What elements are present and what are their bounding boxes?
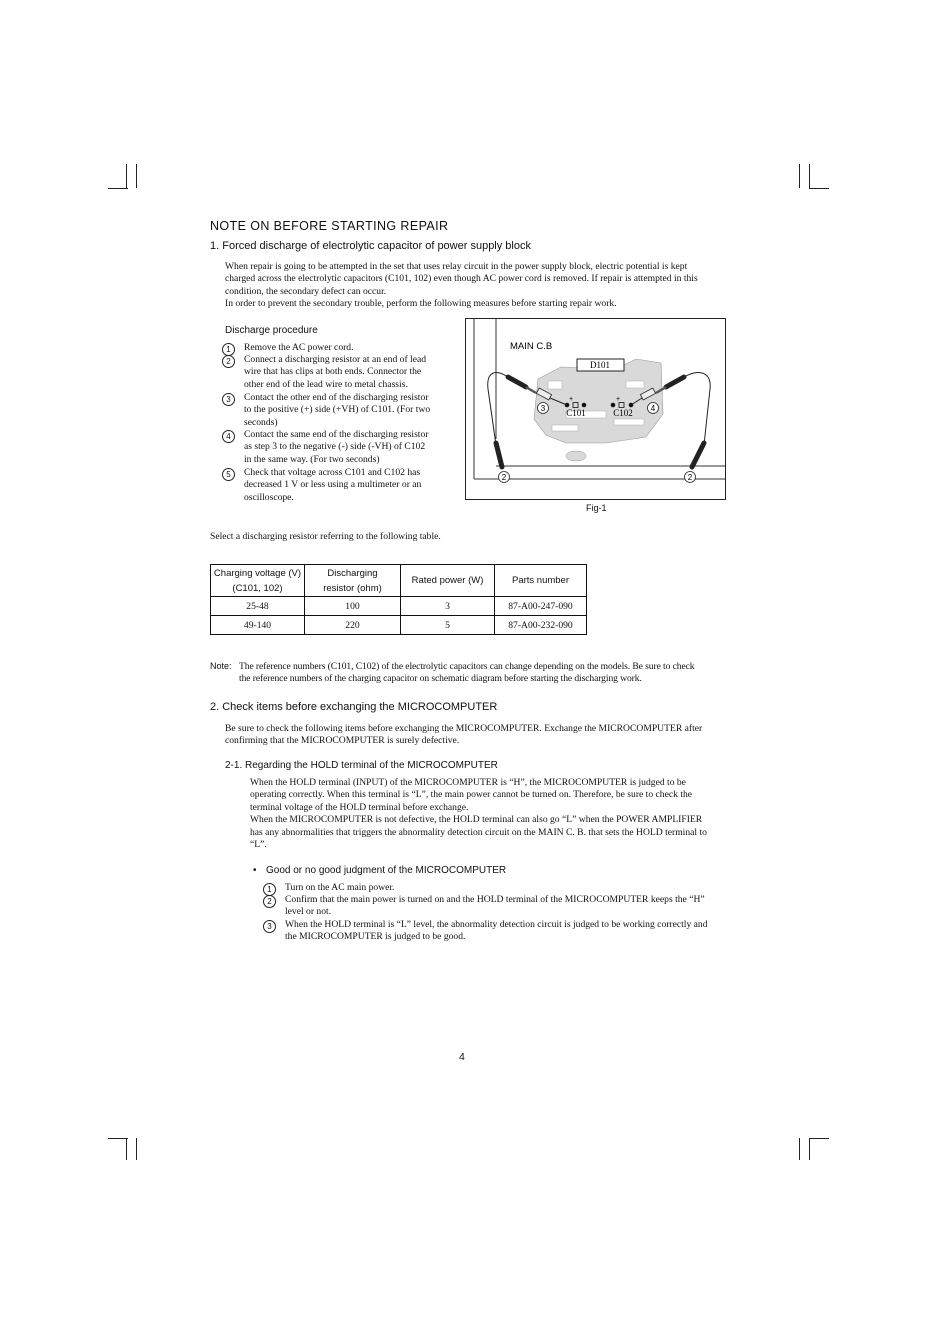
- resistor-table: [210, 564, 587, 635]
- marker-2-right: 2: [687, 473, 693, 482]
- header-cell: [305, 565, 401, 597]
- step-text: as step 3 to the negative (-) side (-VH) of C102: [244, 441, 426, 453]
- text-line: When the HOLD terminal (INPUT) of the MICROCOMPUTER is “H”, the MICROCOMPUTER is judged to be: [250, 777, 686, 788]
- step-text: to the positive (+) side (+VH) of C101. (For two: [244, 404, 431, 416]
- step-number: 3: [222, 393, 235, 406]
- procedure-title: Discharge procedure: [225, 325, 318, 336]
- step-text: Remove the AC power cord.: [244, 342, 354, 353]
- text-line: terminal voltage of the HOLD terminal before exchange.: [250, 801, 469, 813]
- text-line: “L”.: [250, 839, 267, 851]
- note-label: Note:: [210, 661, 232, 671]
- table-row: [211, 597, 587, 616]
- section-1-intro: [225, 261, 735, 311]
- step-number: 2: [263, 895, 276, 908]
- section-2-heading: 2. Check items before exchanging the MICROCOMPUTER: [210, 701, 498, 713]
- step-number: 1: [222, 343, 235, 356]
- step-text: in the same way. (For two seconds): [244, 453, 380, 465]
- bullet-mark: •: [253, 865, 257, 876]
- step-text: level or not.: [285, 906, 332, 918]
- header-cell: [401, 565, 495, 597]
- header-line: Charging voltage (V): [213, 567, 302, 579]
- text-line: When the MICROCOMPUTER is not defective, the HOLD terminal can also go “L” when the POWER AMPLIFIER: [250, 814, 703, 826]
- step-text: seconds): [244, 416, 278, 428]
- plus-sign-c101: +: [568, 396, 574, 403]
- table-cell: 87-A00-232-090: [495, 616, 587, 635]
- plus-sign-c102: +: [615, 396, 621, 403]
- discharge-diagram: [466, 319, 725, 499]
- figure-caption: Fig-1: [586, 503, 607, 513]
- step-text: decreased 1 V or less using a multimeter or an: [244, 479, 422, 491]
- step-text: When the HOLD terminal is “L” level, the abnormality detection circuit is judged to be working correctly and: [285, 919, 708, 930]
- step-text: wire that has clips at both ends. Connector the: [244, 366, 422, 378]
- note-line: the reference numbers of the charging capacitor on schematic diagram before starting the discharging work.: [239, 673, 642, 685]
- step-text: Contact the other end of the discharging resistor: [244, 392, 429, 403]
- table-cell: 220: [305, 616, 401, 635]
- figure-1: [465, 318, 726, 500]
- table-header-row: [211, 565, 587, 597]
- marker-4: 4: [650, 404, 656, 413]
- step-number: 5: [222, 468, 235, 481]
- intro-line: charged across the electrolytic capacitors (C101, 102) even though AC power cord is removed. If repair is attempted in this: [225, 273, 698, 285]
- marker-2-left: 2: [501, 473, 507, 482]
- note-text: [239, 661, 739, 686]
- page-number: 4: [459, 1051, 465, 1063]
- intro-line: condition, the secondary defect can occur.: [225, 285, 387, 297]
- subsection-text: [250, 777, 735, 851]
- table-cell: 5: [401, 616, 495, 635]
- header-line: Discharging: [327, 567, 378, 579]
- table-cell: 87-A00-247-090: [495, 597, 587, 616]
- c102-label: C102: [613, 408, 633, 418]
- diode-label: D101: [590, 360, 610, 370]
- table-cell: 49-140: [211, 616, 305, 635]
- header-cell: [495, 565, 587, 597]
- step-text: Check that voltage across C101 and C102 has: [244, 467, 421, 478]
- board-label: MAIN C.B: [510, 341, 553, 352]
- marker-3: 3: [540, 404, 546, 413]
- bullet-heading: Good or no good judgment of the MICROCOMPUTER: [266, 865, 507, 876]
- step-text: Contact the same end of the discharging resistor: [244, 429, 429, 440]
- table-cell: 3: [401, 597, 495, 616]
- subsection-heading: 2-1. Regarding the HOLD terminal of the MICROCOMPUTER: [225, 760, 498, 771]
- header-line: resistor (ohm): [323, 582, 382, 594]
- header-line: (C101, 102): [232, 582, 283, 594]
- step-number: 3: [263, 920, 276, 933]
- step-number: 2: [222, 355, 235, 368]
- text-line: has any abnormalities that triggers the abnormality detection circuit on the MAIN C. B. that sets the HOLD terminal to: [250, 826, 707, 838]
- table-cell: 25-48: [211, 597, 305, 616]
- intro-line: confirming that the MICROCOMPUTER is surely defective.: [225, 735, 460, 747]
- c101-label: C101: [566, 408, 586, 418]
- table-cell: 100: [305, 597, 401, 616]
- header-line: Parts number: [511, 575, 570, 586]
- intro-line: Be sure to check the following items before exchanging the MICROCOMPUTER. Exchange the MICROCOMPUTER after: [225, 723, 703, 734]
- step-text: Connect a discharging resistor at an end of lead: [244, 354, 427, 365]
- step-number: 4: [222, 430, 235, 443]
- section-2-intro: [225, 723, 735, 748]
- table-intro: Select a discharging resistor referring to the following table.: [210, 531, 441, 542]
- header-cell: [211, 565, 305, 597]
- step-text: oscilloscope.: [244, 491, 294, 503]
- text-line: operating correctly. When this terminal is “L”, the main power cannot be turned on. Therefore, be sure to check the: [250, 789, 693, 801]
- section-1-heading: 1. Forced discharge of electrolytic capacitor of power supply block: [210, 240, 531, 252]
- table-row: [211, 616, 587, 635]
- page-title: NOTE ON BEFORE STARTING REPAIR: [210, 219, 449, 233]
- step-text: other end of the lead wire to metal chassis.: [244, 378, 408, 390]
- intro-line: In order to prevent the secondary trouble, perform the following measures before starting repair work.: [225, 298, 617, 310]
- step-text: Turn on the AC main power.: [285, 882, 395, 893]
- step-text: Confirm that the main power is turned on and the HOLD terminal of the MICROCOMPUTER keeps the “H”: [285, 894, 705, 905]
- intro-line: When repair is going to be attempted in the set that uses relay circuit in the power supply block, electric potential is kept: [225, 261, 688, 272]
- step-text: the MICROCOMPUTER is judged to be good.: [285, 931, 466, 943]
- step-number: 1: [263, 883, 276, 896]
- note-line: The reference numbers (C101, C102) of the electrolytic capacitors can change depending on the models. Be sure to check: [239, 661, 695, 672]
- header-line: Rated power (W): [411, 575, 484, 586]
